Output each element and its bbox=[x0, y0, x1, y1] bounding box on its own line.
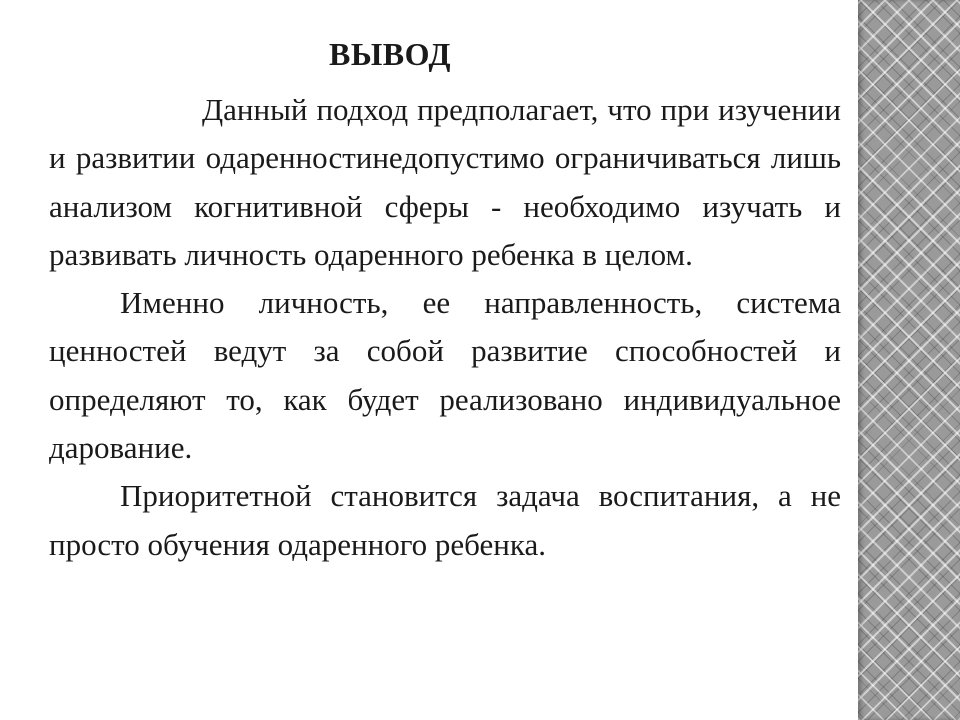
decorative-pattern-strip bbox=[858, 0, 960, 720]
paragraph-personality: Именно личность, ее направленность, система ценностей ведут за собой развитие способностей и определяют то, как будет реализовано индивидуальное дарование. bbox=[49, 285, 841, 466]
slide-body bbox=[49, 86, 841, 569]
paragraph-priority: Приоритетной становится задача воспитания, а не просто обучения одаренного ребенка. bbox=[49, 478, 841, 562]
slide-title: ВЫВОД bbox=[329, 36, 451, 72]
paragraph-approach: Данный подход предполагает, что при изучении и развитии одаренностинедопустимо ограничиваться лишь анализом когнитивной сферы - необходимо изучать и развивать личность одаренного ребенка в целом. bbox=[49, 92, 841, 272]
